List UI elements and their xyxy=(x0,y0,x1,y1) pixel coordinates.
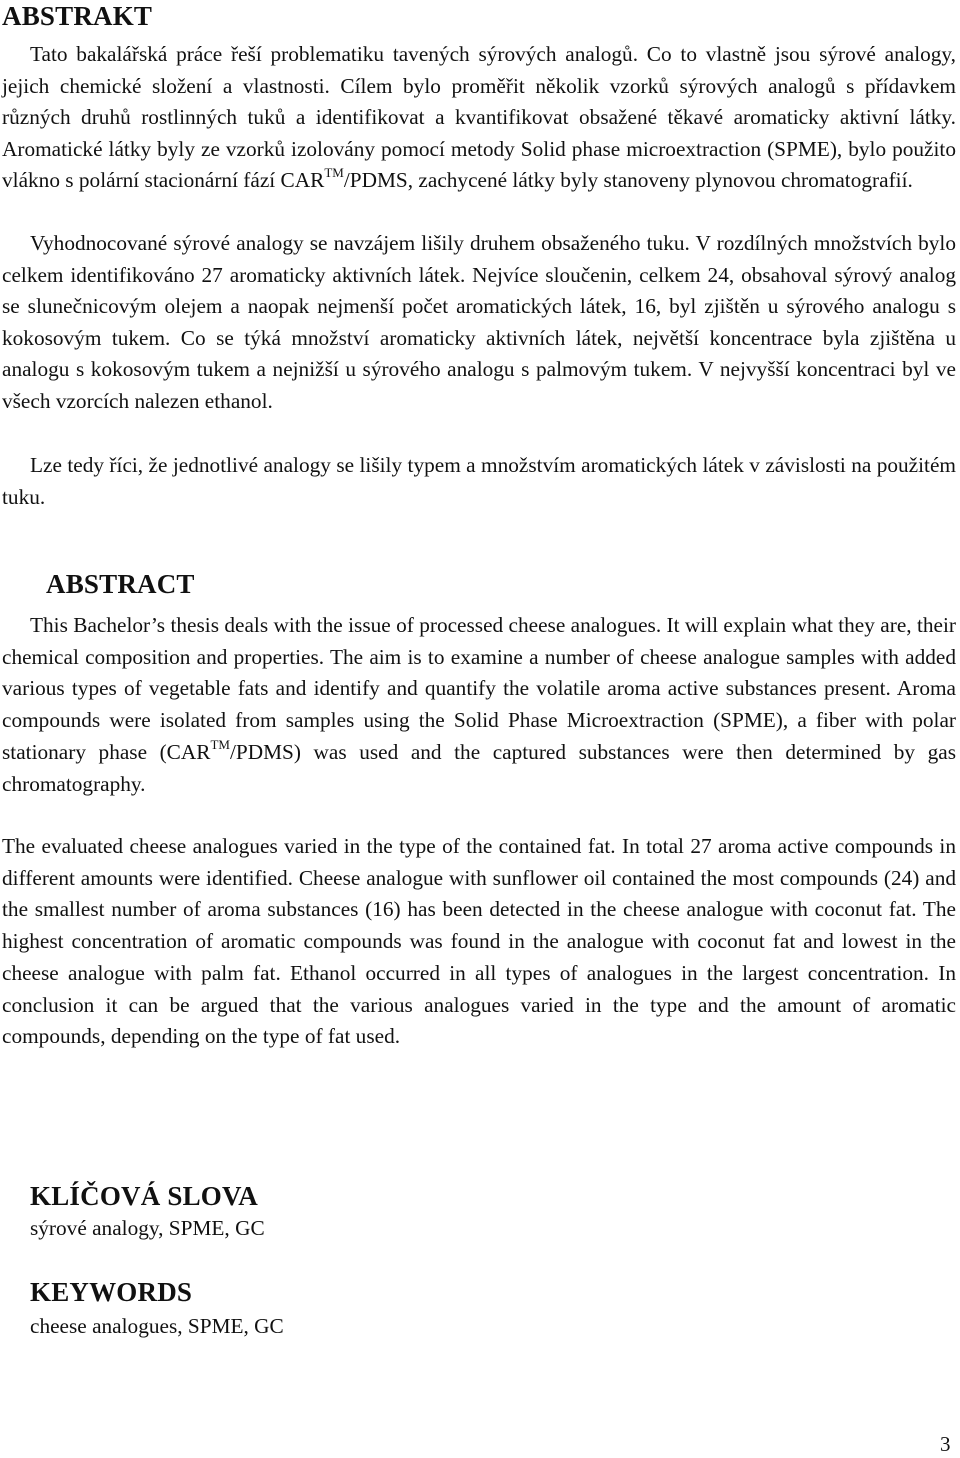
abstract-paragraph-2: The evaluated cheese analogues varied in the type of the contained fat. In total 27 aroma active compounds in different amounts were identified. Cheese analogue with sunflower oil contained the most compounds (24) and the smallest number of aroma substances (16) has been detected in the cheese analogue with coconut fat. The highest concentration of aromatic compounds was found in the analogue with coconut fat and lowest in the cheese analogue with palm fat. Ethanol occurred in all types of analogues in the largest concentration. In conclusion it can be argued that the various analogues varied in the type and the amount of aromatic compounds, depending on the type of fat used. xyxy=(2,834,956,1049)
abstrakt-p1-text-b: /PDMS, zachycené látky byly stanoveny plynovou chromatografií. xyxy=(343,168,913,193)
abstrakt-paragraph-2: Vyhodnocované sýrové analogy se navzájem lišily druhem obsaženého tuku. V rozdílných množstvích bylo celkem identifikováno 27 aromaticky aktivních látek. Nejvíce sloučenin, celkem 24, obsahoval sýrový analog se slunečnicovým olejem a naopak nejmenší počet aromatických látek, 16, byl zjištěn u sýrového analogu s kokosovým tukem. Co se týká množství aromaticky aktivních látek, největší koncentrace byla zjištěna u analogu s kokosovým tukem a nejnižší u sýrového analogu s palmovým tukem. V nejvyšší koncentraci byl ve všech vzorcích nalezen ethanol. xyxy=(2,231,956,413)
klicova-slova-text: sýrové analogy, SPME, GC xyxy=(30,1216,265,1240)
klicova-slova-heading: KLÍČOVÁ SLOVA xyxy=(30,1181,258,1211)
abstrakt-p1-text-a: Tato bakalářská práce řeší problematiku tavených sýrových analogů. Co to vlastně jsou sýrové analogy, jejich chemické složení a vlastnosti. Cílem bylo proměřit několik vzorků sýrových analogů s přídavkem různých druhů rostlinných tuků a identifikovat a kvantifikovat obsažené těkavé aromaticky aktivní látky. Aromatické látky byly ze vzorků izolovány pomocí metody Solid phase microextraction (SPME), bylo použito vlákno s polární stacionární fází CAR xyxy=(2,42,956,193)
abstrakt-paragraph-1 xyxy=(2,39,956,197)
keywords-heading: KEYWORDS xyxy=(30,1277,193,1307)
abstrakt-heading: ABSTRAKT xyxy=(2,1,153,31)
abstract-p1-text-b: /PDMS) was used and the captured substances were then determined by gas chromatography. xyxy=(2,739,956,796)
abstract-heading: ABSTRACT xyxy=(46,569,195,599)
abstract-paragraph-1 xyxy=(2,610,956,800)
page-number: 3 xyxy=(940,1432,951,1456)
abstract-p1-text-a: This Bachelor’s thesis deals with the issue of processed cheese analogues. It will explain what they are, their chemical composition and properties. The aim is to examine a number of cheese analogue samples with added various types of vegetable fats and identify and quantify the volatile aroma active substances present. Aroma compounds were isolated from samples using the Solid Phase Microextraction (SPME), a fiber with polar stationary phase (CAR xyxy=(2,613,956,764)
abstrakt-paragraph-3: Lze tedy říci, že jednotlivé analogy se lišily typem a množstvím aromatických látek v závislosti na použitém tuku. xyxy=(2,453,956,509)
abstract-p1-trademark: TM xyxy=(210,736,230,752)
keywords-text: cheese analogues, SPME, GC xyxy=(30,1314,284,1338)
abstrakt-p1-trademark: TM xyxy=(324,165,344,181)
